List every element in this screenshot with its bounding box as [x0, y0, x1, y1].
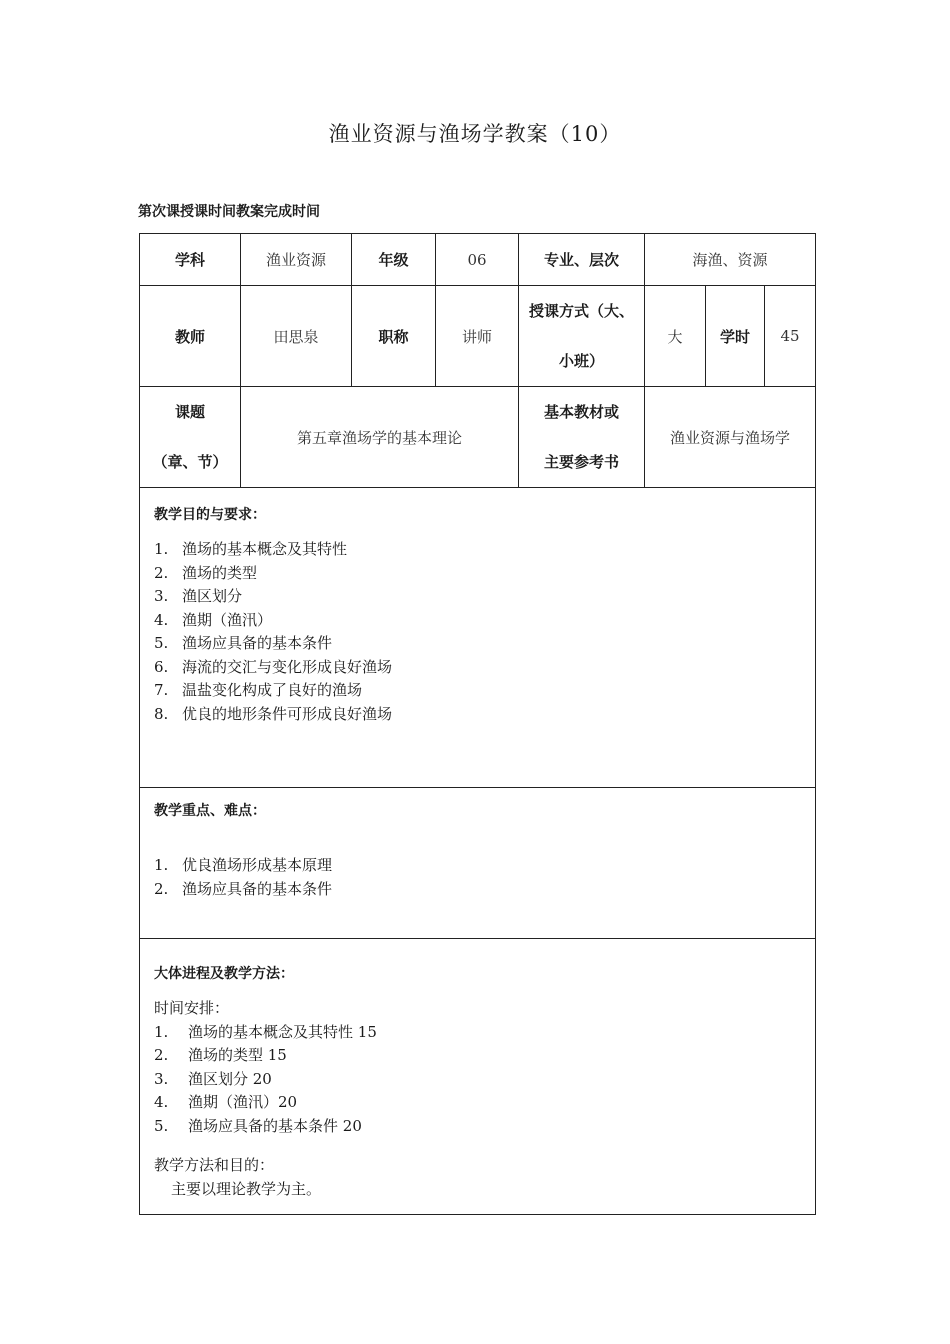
teacher-label: 教师	[140, 286, 241, 387]
list-item: 1. 渔场的基本概念及其特性 15	[154, 1022, 377, 1041]
list-item: 5. 渔场应具备的基本条件	[154, 634, 333, 652]
method-text: 主要以理论教学为主。	[171, 1179, 322, 1198]
list-item: 1. 优良渔场形成基本原理	[154, 856, 333, 874]
method-heading: 教学方法和目的：	[154, 1156, 275, 1174]
page-title: 渔业资源与渔场学教案（10）	[328, 122, 622, 146]
list-item: 4. 渔期（渔汛）	[154, 610, 273, 629]
topic-label	[140, 387, 241, 488]
schedule-list	[154, 1021, 815, 1139]
textbook-label-line1: 基本教材或	[543, 403, 619, 421]
teacher-value: 田思泉	[241, 286, 352, 387]
list-item: 7. 温盐变化构成了良好的渔场	[154, 681, 363, 699]
list-item: 8. 优良的地形条件可形成良好渔场	[154, 704, 393, 723]
subject-value: 渔业资源	[241, 234, 352, 286]
list-item: 4. 渔期（渔汛）20	[154, 1093, 298, 1111]
objectives-list	[154, 538, 815, 726]
major-value: 海渔、资源	[645, 234, 816, 286]
objectives-heading: 教学目的与要求：	[154, 507, 266, 523]
list-item: 2. 渔场应具备的基本条件	[154, 879, 333, 898]
lesson-plan-table	[139, 233, 816, 1215]
textbook-label-line2: 主要参考书	[543, 453, 619, 471]
teaching-mode-value: 大	[645, 286, 706, 387]
list-item: 3. 渔区划分	[154, 587, 243, 605]
grade-value: 06	[436, 234, 519, 286]
progress-heading: 大体进程及教学方法：	[154, 966, 294, 982]
teaching-mode-label	[519, 286, 645, 387]
list-item: 2. 渔场的类型 15	[154, 1046, 287, 1064]
header-row-teacher	[140, 286, 816, 387]
list-item: 6. 海流的交汇与变化形成良好渔场	[154, 657, 393, 676]
header-row-topic	[140, 387, 816, 488]
header-row-subject	[140, 234, 816, 286]
topic-value: 第五章渔场学的基本理论	[241, 387, 519, 488]
list-item: 1. 渔场的基本概念及其特性	[154, 540, 348, 558]
textbook-label	[519, 387, 645, 488]
list-item: 5. 渔场应具备的基本条件 20	[154, 1116, 362, 1135]
key-points-section	[140, 788, 816, 939]
key-points-heading: 教学重点、难点：	[154, 803, 266, 819]
job-title-label: 职称	[352, 286, 436, 387]
grade-label: 年级	[352, 234, 436, 286]
subject-label: 学科	[140, 234, 241, 286]
objectives-row	[140, 488, 816, 788]
schedule-heading: 时间安排：	[154, 999, 230, 1017]
list-item: 3. 渔区划分 20	[154, 1069, 272, 1088]
list-item: 2. 渔场的类型	[154, 563, 258, 582]
topic-label-line1: 课题	[174, 403, 205, 421]
topic-label-line2: （章、节）	[152, 453, 228, 471]
major-label: 专业、层次	[519, 234, 645, 286]
objectives-section	[140, 488, 816, 788]
key-points-list	[154, 854, 815, 901]
teaching-mode-label-line1: 授课方式（大、	[528, 302, 634, 320]
hours-value: 45	[765, 286, 816, 387]
teaching-mode-label-line2: 小班）	[558, 352, 604, 370]
progress-row	[140, 939, 816, 1215]
key-points-row	[140, 788, 816, 939]
hours-label: 学时	[706, 286, 765, 387]
progress-section	[140, 939, 816, 1215]
textbook-value: 渔业资源与渔场学	[645, 387, 816, 488]
job-title-value: 讲师	[436, 286, 519, 387]
schedule-meta-line: 第次课授课时间教案完成时间	[138, 204, 320, 220]
